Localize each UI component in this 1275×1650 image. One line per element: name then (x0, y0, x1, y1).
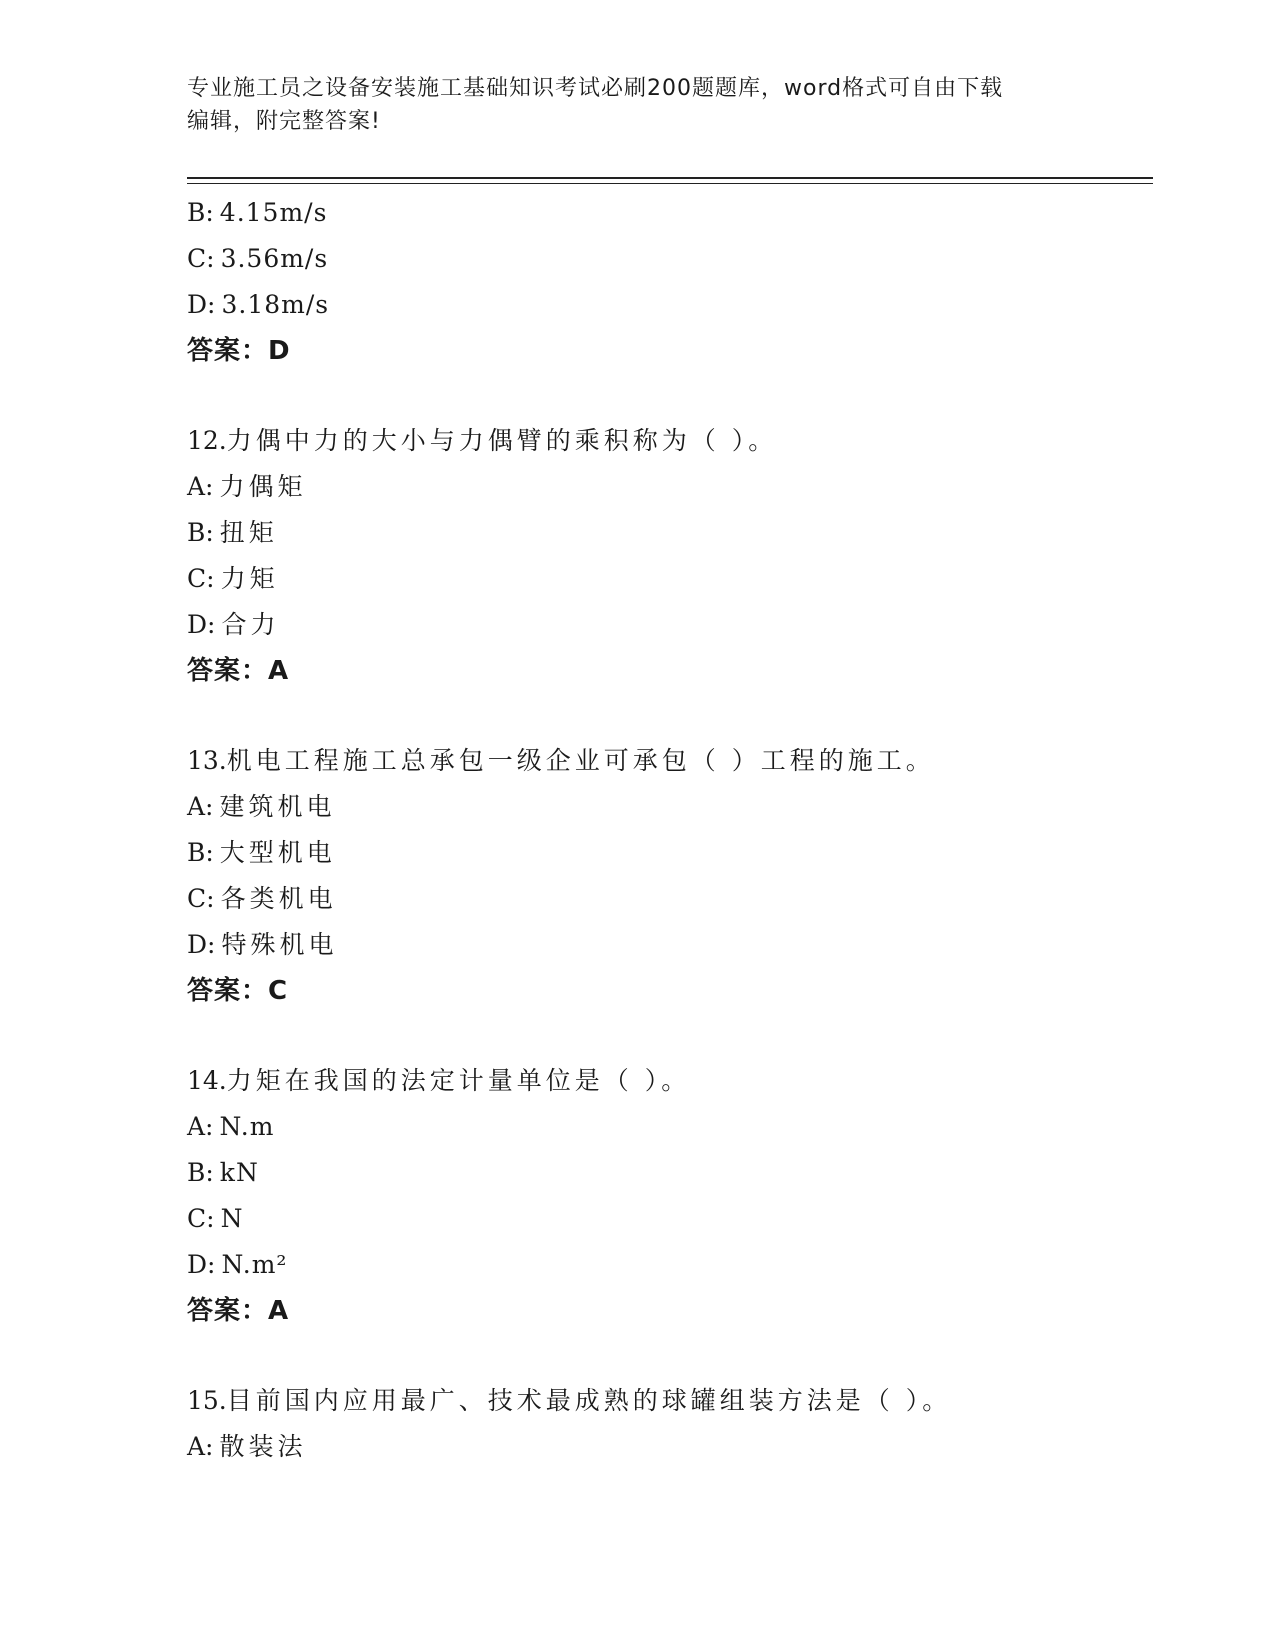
answer-value: A (268, 656, 290, 686)
option-row (187, 1104, 1153, 1150)
answer-value: A (268, 1296, 290, 1326)
question-stem (187, 418, 1153, 464)
option-row (187, 602, 1153, 648)
option-letter: A: (187, 1432, 214, 1461)
option-text: N.m (219, 1112, 275, 1141)
answer-line (187, 328, 1153, 374)
option-letter: D: (187, 930, 216, 959)
question-stem (187, 1378, 1153, 1424)
option-text: 力矩 (220, 564, 279, 593)
question-stem (187, 738, 1153, 784)
option-letter: B: (187, 838, 214, 867)
answer-line (187, 968, 1153, 1014)
option-text: 大型机电 (219, 838, 336, 867)
question-text: 机电工程施工总承包一级企业可承包（ ）工程的施工。 (226, 746, 935, 775)
header-rule-thin (187, 183, 1153, 184)
option-text: 3.56m/s (220, 244, 329, 273)
question-text: 力偶中力的大小与力偶臂的乘积称为（ ）。 (226, 426, 778, 455)
option-text: 各类机电 (220, 884, 337, 913)
question-list (187, 190, 1153, 1470)
option-row (187, 1424, 1153, 1470)
option-letter: C: (187, 884, 215, 913)
option-letter: B: (187, 198, 214, 227)
option-row (187, 282, 1153, 328)
answer-value: C (268, 976, 289, 1006)
header-rule-thick (187, 177, 1153, 179)
option-text: 扭矩 (219, 518, 278, 547)
option-row (187, 190, 1153, 236)
option-letter: B: (187, 1158, 214, 1187)
answer-value: D (268, 336, 291, 366)
option-letter: A: (187, 792, 214, 821)
option-text: 合力 (221, 610, 280, 639)
question-number: 14. (187, 1066, 227, 1095)
option-text: 散装法 (219, 1432, 307, 1461)
option-letter: A: (187, 472, 214, 501)
option-row (187, 464, 1153, 510)
option-text: 力偶矩 (219, 472, 307, 501)
question-text: 力矩在我国的法定计量单位是（ ）。 (226, 1066, 691, 1095)
option-row (187, 510, 1153, 556)
header-title-line-1: 专业施工员之设备安装施工基础知识考试必刷200题题库，word格式可自由下载 (187, 76, 1004, 101)
answer-label: 答案： (187, 976, 269, 1006)
option-letter: C: (187, 564, 215, 593)
option-text: 3.18m/s (221, 290, 330, 319)
option-text: kN (219, 1158, 259, 1187)
question-number: 12. (187, 426, 227, 455)
header-title-line-2: 编辑，附完整答案! (187, 109, 381, 134)
option-letter: D: (187, 1250, 216, 1279)
option-letter: D: (187, 610, 216, 639)
question-number: 15. (187, 1386, 227, 1415)
option-text: 特殊机电 (221, 930, 338, 959)
question-text: 目前国内应用最广、技术最成熟的球罐组装方法是（ ）。 (226, 1386, 952, 1415)
option-letter: C: (187, 244, 215, 273)
answer-label: 答案： (187, 336, 269, 366)
question-stem (187, 1058, 1153, 1104)
option-row (187, 876, 1153, 922)
option-row (187, 830, 1153, 876)
option-text: 4.15m/s (219, 198, 328, 227)
option-row (187, 784, 1153, 830)
option-row (187, 556, 1153, 602)
answer-line (187, 648, 1153, 694)
option-letter: A: (187, 1112, 214, 1141)
option-text: N.m² (221, 1250, 288, 1279)
option-row (187, 1196, 1153, 1242)
option-letter: D: (187, 290, 216, 319)
option-row (187, 236, 1153, 282)
option-text: N (220, 1204, 244, 1233)
option-letter: C: (187, 1204, 215, 1233)
option-row (187, 1242, 1153, 1288)
answer-label: 答案： (187, 1296, 269, 1326)
option-letter: B: (187, 518, 214, 547)
option-text: 建筑机电 (219, 792, 336, 821)
question-number: 13. (187, 746, 227, 775)
document-header (187, 72, 1087, 138)
answer-label: 答案： (187, 656, 269, 686)
option-row (187, 922, 1153, 968)
answer-line (187, 1288, 1153, 1334)
option-row (187, 1150, 1153, 1196)
